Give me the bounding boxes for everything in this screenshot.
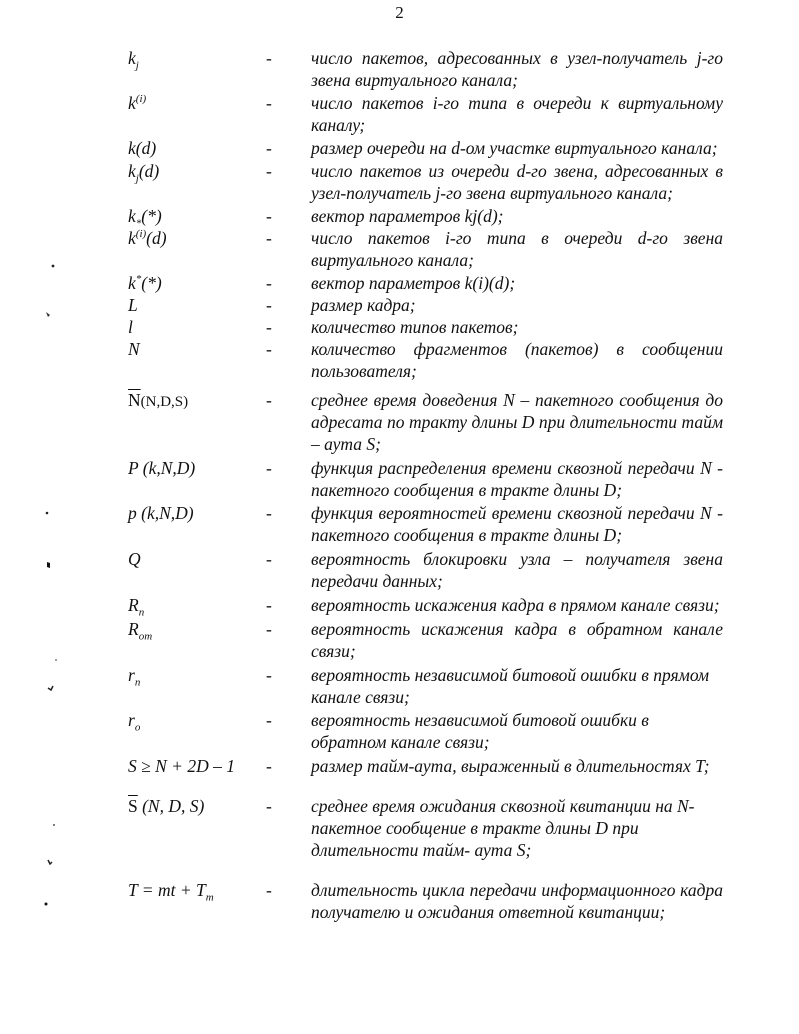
dash: - (266, 161, 272, 181)
definition: размер тайм-аута, выраженный в длительностях T; (311, 756, 710, 776)
definition: количество типов пакетов; (311, 317, 519, 337)
dash: - (266, 619, 272, 639)
definition: число пакетов i-го типа в очереди d-го звена виртуального канала; (311, 228, 723, 270)
definition: среднее время ожидания сквозной квитанции на N-пакетное сообщение в тракте длины D при длительности тайм- аута S; (311, 796, 695, 860)
symbol: $k_j$ (128, 48, 139, 72)
symbol: Q (128, 549, 141, 569)
definition: вероятность независимой битовой ошибки в обратном канале связи; (311, 710, 649, 752)
definition: функция вероятностей времени сквозной передачи N - пакетного сообщения в тракте длины D; (311, 503, 723, 545)
symbol: L (128, 295, 138, 315)
dash: - (266, 796, 272, 816)
dash: - (266, 273, 272, 293)
dash: - (266, 458, 272, 478)
dash: - (266, 206, 272, 226)
dash: - (266, 317, 272, 337)
symbol: $k_j(d)$ (128, 161, 160, 185)
symbol: l (128, 317, 133, 337)
definition: вектор параметров k(i)(d); (311, 273, 516, 293)
symbol: k*(*) (128, 273, 162, 293)
dash: - (266, 503, 272, 523)
dash: - (266, 549, 272, 569)
symbol: $k^{(i)}$ (128, 93, 147, 113)
dash: - (266, 390, 272, 410)
symbol: $r_п$ (128, 665, 141, 689)
dash: - (266, 48, 272, 68)
definition: число пакетов, адресованных в узел-получатель j-го звена виртуального канала; (311, 48, 723, 90)
definition: среднее время доведения N – пакетного сообщения до адресата по тракту длины D при длительности тайм – аута S; (311, 390, 723, 454)
dash: - (266, 756, 272, 776)
definition: количество фрагментов (пакетов) в сообщении пользователя; (311, 339, 723, 381)
symbol: $k_*(*)$ (128, 206, 162, 230)
symbol: $r_о$ (128, 710, 141, 734)
symbol: $k^{(i)}(d)$ (128, 228, 167, 248)
dash: - (266, 880, 272, 900)
symbol: $R_п$ (128, 595, 145, 619)
dash: - (266, 595, 272, 615)
definition: функция распределения времени сквозной передачи N - пакетного сообщения в тракте длины D; (311, 458, 723, 500)
definition: размер кадра; (311, 295, 416, 315)
symbol: p (k,N,D) (128, 503, 194, 523)
definition: вероятность искажения кадра в прямом канале связи; (311, 595, 720, 615)
dash: - (266, 93, 272, 113)
dash: - (266, 339, 272, 359)
definition: вероятность искажения кадра в обратном канале связи; (311, 619, 723, 661)
definition: число пакетов из очереди d-го звена, адресованных в узел-получатель j-го звена виртуального канала; (311, 161, 723, 203)
symbol: $\overline{S}$ (N, D, S) (128, 796, 205, 816)
symbol: S ≥ N + 2D – 1 (128, 756, 235, 776)
symbol: $R_{от}$ (128, 619, 153, 643)
dash: - (266, 228, 272, 248)
symbol: $\overline{N}(N,D,S)$ (128, 390, 189, 410)
symbol: P (k,N,D) (128, 458, 196, 478)
symbol: k(d) (128, 138, 157, 158)
dash: - (266, 138, 272, 158)
dash: - (266, 665, 272, 685)
definition: вероятность независимой битовой ошибки в прямом канале связи; (311, 665, 710, 707)
symbol: N (128, 339, 140, 359)
definition: размер очереди на d-ом участке виртуального канала; (311, 138, 718, 158)
definition: число пакетов i-го типа в очереди к виртуальному каналу; (311, 93, 723, 135)
definition: вектор параметров kj(d); (311, 206, 504, 226)
dash: - (266, 710, 272, 730)
definition: вероятность блокировки узла – получателя звена передачи данных; (311, 549, 723, 591)
page-number: 2 (395, 3, 404, 22)
dash: - (266, 295, 272, 315)
symbol: T = mt + $T_т$ (128, 880, 214, 904)
definition: длительность цикла передачи информационного кадра получателю и ожидания ответной квитанции; (311, 880, 723, 922)
